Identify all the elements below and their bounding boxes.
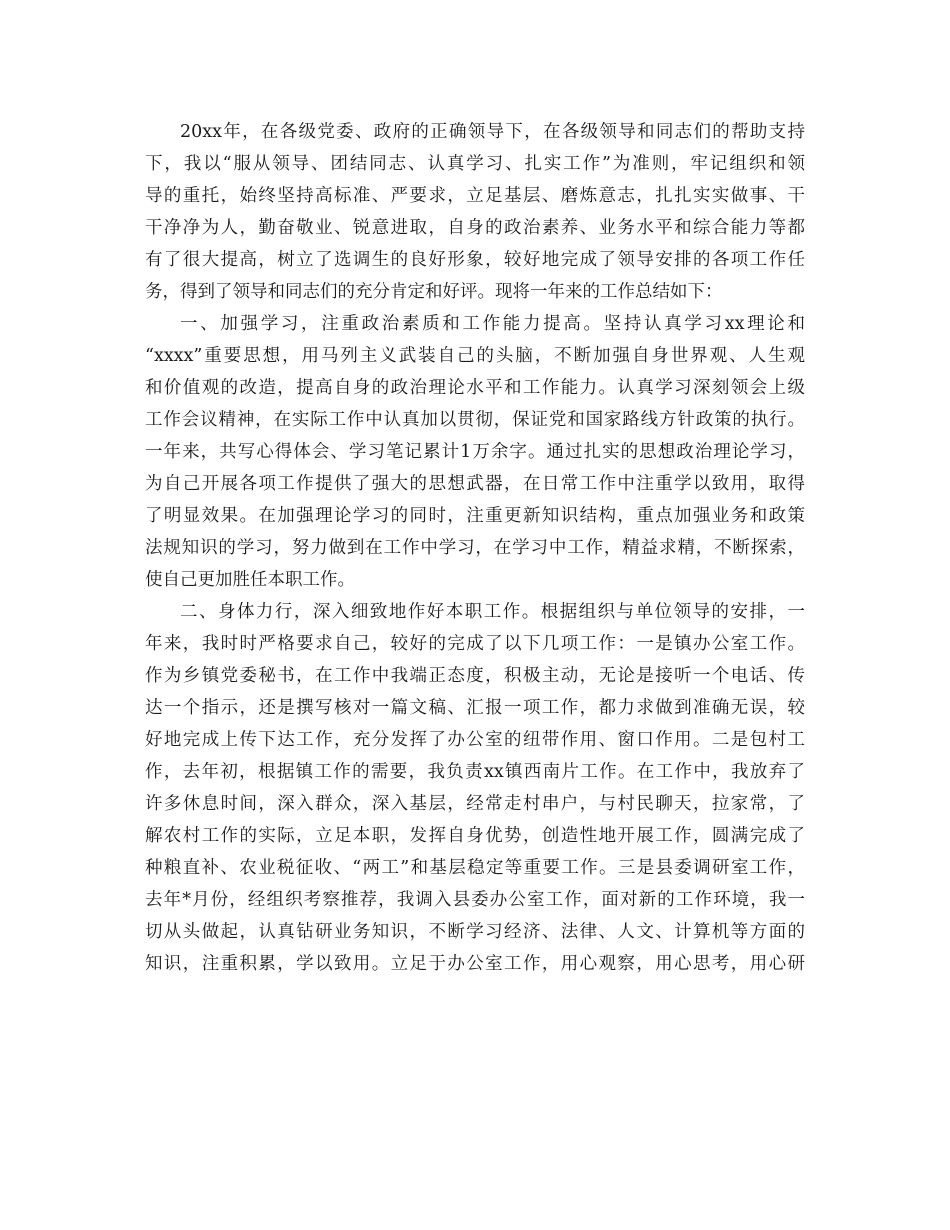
text-line: 二、身体力行，深入细致地作好本职工作。根据组织与单位领导的安排，一	[180, 602, 805, 622]
text-line: 解农村工作的实际，立足本职，发挥自身优势，创造性地开展工作，圆满完成了	[145, 826, 805, 846]
text-line: 达一个指示，还是撰写核对一篇文稿、汇报一项工作，都力求做到准确无误，较	[145, 698, 805, 718]
text-line: 使自己更加胜任本职工作。	[145, 570, 355, 590]
text-line: 工作会议精神，在实际工作中认真加以贯彻，保证党和国家路线方针政策的执行。	[145, 410, 805, 430]
text-line: 20xx年，在各级党委、政府的正确领导下，在各级领导和同志们的帮助支持	[180, 122, 805, 142]
text-line: “xxxx”重要思想，用马列主义武装自己的头脑，不断加强自身世界观、人生观	[145, 346, 805, 366]
text-line: 一、加强学习，注重政治素质和工作能力提高。坚持认真学习xx理论和	[180, 314, 805, 334]
text-line: 知识，注重积累，学以致用。立足于办公室工作，用心观察，用心思考，用心研	[145, 954, 805, 974]
text-line: 干净净为人，勤奋敬业、锐意进取，自身的政治素养、业务水平和综合能力等都	[145, 218, 805, 238]
text-line: 作，去年初，根据镇工作的需要，我负责xx镇西南片工作。在工作中，我放弃了	[145, 762, 805, 782]
text-line: 了明显效果。在加强理论学习的同时，注重更新知识结构，重点加强业务和政策	[145, 506, 805, 526]
text-line: 作为乡镇党委秘书，在工作中我端正态度，积极主动，无论是接听一个电话、传	[145, 666, 805, 686]
text-line: 去年*月份，经组织考察推荐，我调入县委办公室工作，面对新的工作环境，我一	[145, 890, 805, 910]
text-line: 和价值观的改造，提高自身的政治理论水平和工作能力。认真学习深刻领会上级	[145, 378, 805, 398]
text-line: 一年来，共写心得体会、学习笔记累计1万余字。通过扎实的思想政治理论学习，	[145, 442, 805, 462]
text-line: 年来，我时时严格要求自己，较好的完成了以下几项工作：一是镇办公室工作。	[145, 634, 805, 654]
text-line: 为自己开展各项工作提供了强大的思想武器，在日常工作中注重学以致用，取得	[145, 474, 805, 494]
text-line: 有了很大提高，树立了选调生的良好形象，较好地完成了领导安排的各项工作任	[145, 250, 805, 270]
text-line: 法规知识的学习，努力做到在工作中学习，在学习中工作，精益求精，不断探索，	[145, 538, 805, 558]
text-line: 切从头做起，认真钻研业务知识，不断学习经济、法律、人文、计算机等方面的	[145, 922, 805, 942]
text-line: 好地完成上传下达工作，充分发挥了办公室的纽带作用、窗口作用。二是包村工	[145, 730, 805, 750]
text-line: 导的重托，始终坚持高标准、严要求，立足基层、磨炼意志，扎扎实实做事、干	[145, 186, 805, 206]
text-line: 许多休息时间，深入群众，深入基层，经常走村串户，与村民聊天，拉家常，了	[145, 794, 805, 814]
text-line: 下，我以“服从领导、团结同志、认真学习、扎实工作”为准则，牢记组织和领	[145, 154, 805, 174]
text-line: 务，得到了领导和同志们的充分肯定和好评。现将一年来的工作总结如下：	[145, 282, 723, 302]
text-line: 种粮直补、农业税征收、“两工”和基层稳定等重要工作。三是县委调研室工作，	[145, 858, 805, 878]
